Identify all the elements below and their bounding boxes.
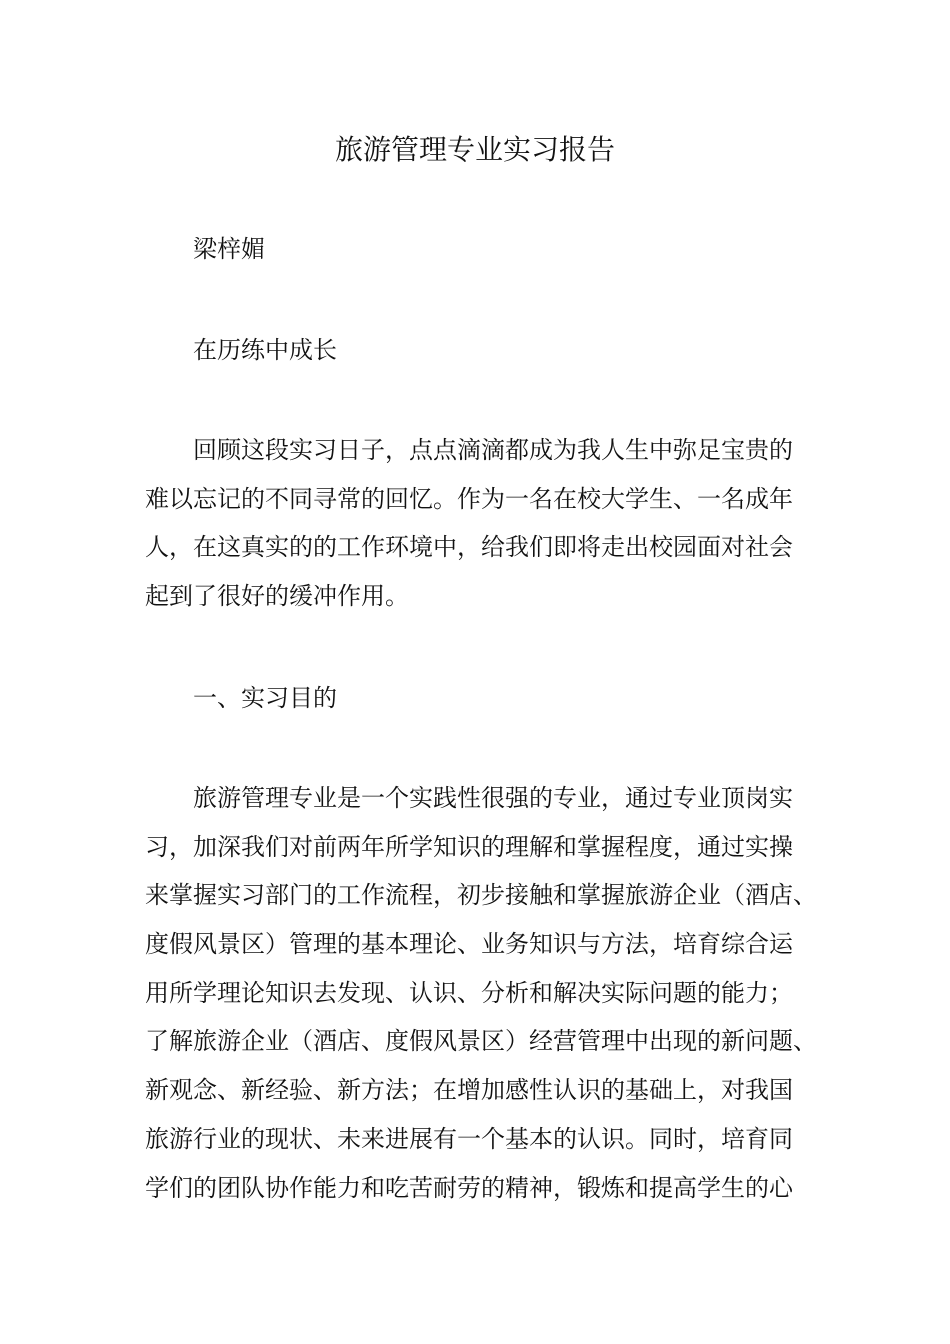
paragraph-line: 旅游行业的现状、未来进展有一个基本的认识。同时，培育同 — [145, 1124, 793, 1153]
paragraph-line: 度假风景区）管理的基本理论、业务知识与方法，培育综合运 — [145, 930, 793, 959]
section-heading: 一、实习目的 — [193, 684, 337, 712]
paragraph-line: 旅游管理专业是一个实践性很强的专业，通过专业顶岗实 — [193, 784, 793, 812]
subtitle: 在历练中成长 — [193, 336, 337, 364]
paragraph-line: 回顾这段实习日子，点点滴滴都成为我人生中弥足宝贵的 — [193, 436, 793, 464]
document-title: 旅游管理专业实习报告 — [334, 133, 615, 166]
paragraph-line: 了解旅游企业（酒店、度假风景区）经营管理中出现的新问题、 — [145, 1027, 817, 1056]
paragraph-line: 学们的团队协作能力和吃苦耐劳的精神，锻炼和提高学生的心 — [145, 1173, 793, 1202]
paragraph-line: 新观念、新经验、新方法；在增加感性认识的基础上，对我国 — [145, 1076, 793, 1105]
paragraph-line: 人，在这真实的的工作环境中，给我们即将走出校园面对社会 — [145, 533, 793, 562]
author-name: 梁梓媚 — [193, 235, 265, 263]
paragraph-line: 起到了很好的缓冲作用。 — [145, 582, 409, 611]
paragraph-line: 习，加深我们对前两年所学知识的理解和掌握程度，通过实操 — [145, 832, 793, 861]
paragraph-line: 来掌握实习部门的工作流程，初步接触和掌握旅游企业（酒店、 — [145, 881, 817, 910]
intro-paragraph — [145, 426, 835, 621]
paragraph-line: 难以忘记的不同寻常的回忆。作为一名在校大学生、一名成年 — [145, 484, 793, 513]
section-paragraph — [145, 774, 835, 1212]
paragraph-line: 用所学理论知识去发现、认识、分析和解决实际问题的能力； — [145, 978, 793, 1007]
